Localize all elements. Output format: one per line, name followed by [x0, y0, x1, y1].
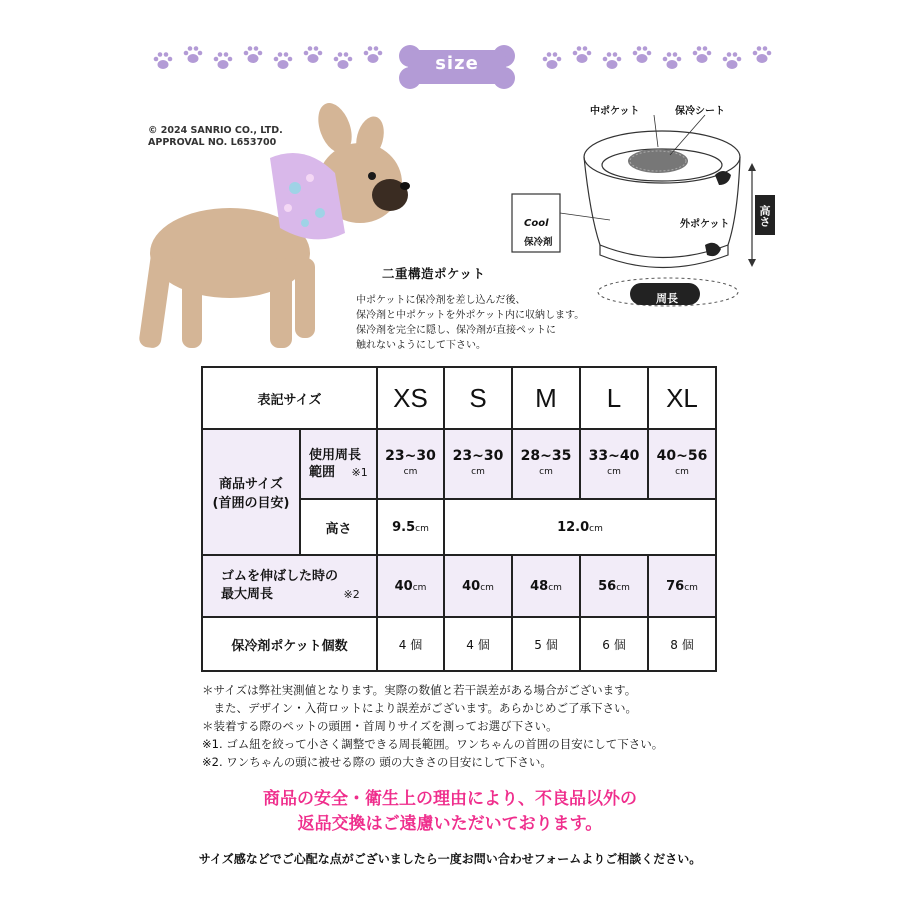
- copyright-line-2: APPROVAL NO. L653700: [148, 137, 277, 148]
- range-value: 33~40: [588, 448, 640, 464]
- paw-icon: [751, 44, 773, 66]
- pocket-desc-line: 触れないようにして下さい。: [356, 340, 486, 351]
- paw-icon: [362, 44, 384, 66]
- pocket-desc-line: 保冷剤を完全に隠し、保冷剤が直接ペットに: [356, 325, 556, 336]
- unit: cm: [684, 582, 698, 593]
- contact-footer: サイズ感などでご心配な点がございましたら一度お問い合わせフォームよりご相談ください。: [198, 852, 702, 866]
- size-m: M: [512, 367, 580, 429]
- paw-icon: [631, 44, 653, 66]
- stretch-label-cell: [202, 555, 377, 617]
- stretch-m: [512, 555, 580, 617]
- size-s: S: [444, 367, 512, 429]
- stretch-value: 48: [530, 578, 549, 594]
- range-note: ※1: [351, 466, 368, 479]
- unit: cm: [403, 467, 418, 477]
- table-row: [202, 367, 716, 429]
- return-warning: [0, 787, 900, 837]
- range-m: [512, 429, 580, 499]
- table-row: [202, 555, 716, 617]
- range-xl: [648, 429, 716, 499]
- pocket-title: 二重構造ポケット: [382, 266, 486, 281]
- paw-row-right: [541, 50, 773, 72]
- note-line: ※1. ゴム紐を絞って小さく調整できる周長範囲。ワンちゃんの首囲の目安にして下さい。: [202, 737, 664, 751]
- stretch-xs: [377, 555, 444, 617]
- height-value: 12.0: [557, 519, 590, 535]
- warning-line-1: 商品の安全・衛生上の理由により、不良品以外の: [263, 789, 637, 809]
- product-size-sub: (首囲の目安): [212, 496, 290, 511]
- paw-icon: [302, 44, 324, 66]
- pocket-count-m: 5 個: [512, 617, 580, 671]
- table-row: [202, 617, 716, 671]
- unit: cm: [548, 582, 562, 593]
- note-line: また、デザイン・入荷ロットにより誤差がございます。あらかじめご了承下さい。: [202, 701, 638, 715]
- stretch-value: 76: [666, 578, 685, 594]
- paw-icon: [721, 50, 743, 72]
- unit: cm: [675, 467, 689, 477]
- unit: cm: [607, 467, 621, 477]
- stretch-label-1: ゴムを伸ばした時の: [221, 569, 339, 584]
- height-label-cell: 高さ: [300, 499, 377, 555]
- cool-pack-sub: 保冷剤: [524, 237, 553, 248]
- stretch-note: ※2: [343, 588, 360, 601]
- range-s: [444, 429, 512, 499]
- range-xs: [377, 429, 444, 499]
- stretch-label-2: 最大周長: [221, 587, 274, 602]
- paw-icon: [242, 44, 264, 66]
- height-rest: [444, 499, 716, 555]
- paw-icon: [152, 50, 174, 72]
- note-line: ＊装着する際のペットの頭囲・首周りサイズを測ってお選び下さい。: [202, 719, 558, 733]
- stretch-value: 56: [598, 578, 617, 594]
- pocket-description: [356, 293, 584, 353]
- unit: cm: [539, 467, 553, 477]
- product-size-cell: [202, 429, 300, 555]
- copyright-line-1: © 2024 SANRIO CO., LTD.: [148, 125, 283, 136]
- circumference-label: 周長: [656, 292, 678, 305]
- note-line: ※2. ワンちゃんの頭に被せる際の 頭の大きさの目安にして下さい。: [202, 755, 552, 769]
- size-label-cell: 表記サイズ: [202, 367, 377, 429]
- pocket-count-xl: 8 個: [648, 617, 716, 671]
- inner-pocket-label: 中ポケット: [590, 106, 640, 117]
- paw-icon: [182, 44, 204, 66]
- paw-icon: [661, 50, 683, 72]
- size-table: [201, 366, 717, 672]
- cooling-sheet-label: 保冷シート: [675, 106, 725, 117]
- product-size-label: 商品サイズ: [219, 477, 283, 492]
- height-xs: [377, 499, 444, 555]
- range-value: 28~35: [520, 448, 572, 464]
- size-badge-label: size: [435, 53, 479, 74]
- stretch-s: [444, 555, 512, 617]
- pocket-count-label: 保冷剤ポケット個数: [202, 617, 377, 671]
- range-label-2: 範囲: [309, 465, 336, 480]
- unit: cm: [412, 582, 427, 593]
- stretch-value: 40: [462, 578, 481, 594]
- paw-icon: [571, 44, 593, 66]
- unit: cm: [415, 523, 429, 534]
- pocket-desc-line: 保冷剤と中ポケットを外ポケット内に収納します。: [356, 310, 585, 321]
- stretch-value: 40: [394, 578, 413, 594]
- paw-icon: [332, 50, 354, 72]
- table-row: [202, 429, 716, 499]
- range-value: 40~56: [656, 448, 708, 464]
- size-l: L: [580, 367, 648, 429]
- size-xl: XL: [648, 367, 716, 429]
- pocket-count-s: 4 個: [444, 617, 512, 671]
- paw-icon: [212, 50, 234, 72]
- pocket-diagram: [500, 95, 790, 320]
- pocket-desc-line: 中ポケットに保冷剤を差し込んだ後、: [356, 295, 526, 306]
- size-notes: [202, 681, 663, 771]
- unit: cm: [616, 582, 630, 593]
- note-line: ＊サイズは弊社実測値となります。実際の数値と若干誤差がある場合がございます。: [202, 683, 637, 697]
- cool-pack-label: Cool: [524, 218, 549, 229]
- range-value: 23~30: [385, 448, 436, 464]
- paw-icon: [601, 50, 623, 72]
- size-xs: XS: [377, 367, 444, 429]
- unit: cm: [480, 582, 494, 593]
- paw-icon: [272, 50, 294, 72]
- outer-pocket-label: 外ポケット: [680, 219, 730, 230]
- pocket-count-l: 6 個: [580, 617, 648, 671]
- range-label-cell: [300, 429, 377, 499]
- warning-line-2: 返品交換はご遠慮いただいております。: [297, 814, 603, 834]
- stretch-l: [580, 555, 648, 617]
- unit: cm: [589, 523, 603, 534]
- range-l: [580, 429, 648, 499]
- stretch-xl: [648, 555, 716, 617]
- paw-icon: [541, 50, 563, 72]
- paw-row-left: [152, 50, 384, 72]
- range-value: 23~30: [452, 448, 504, 464]
- unit: cm: [471, 467, 485, 477]
- paw-icon: [691, 44, 713, 66]
- pocket-count-xs: 4 個: [377, 617, 444, 671]
- height-label: 高さ: [758, 205, 771, 227]
- height-value: 9.5: [392, 519, 416, 535]
- range-label-1: 使用周長: [309, 448, 362, 463]
